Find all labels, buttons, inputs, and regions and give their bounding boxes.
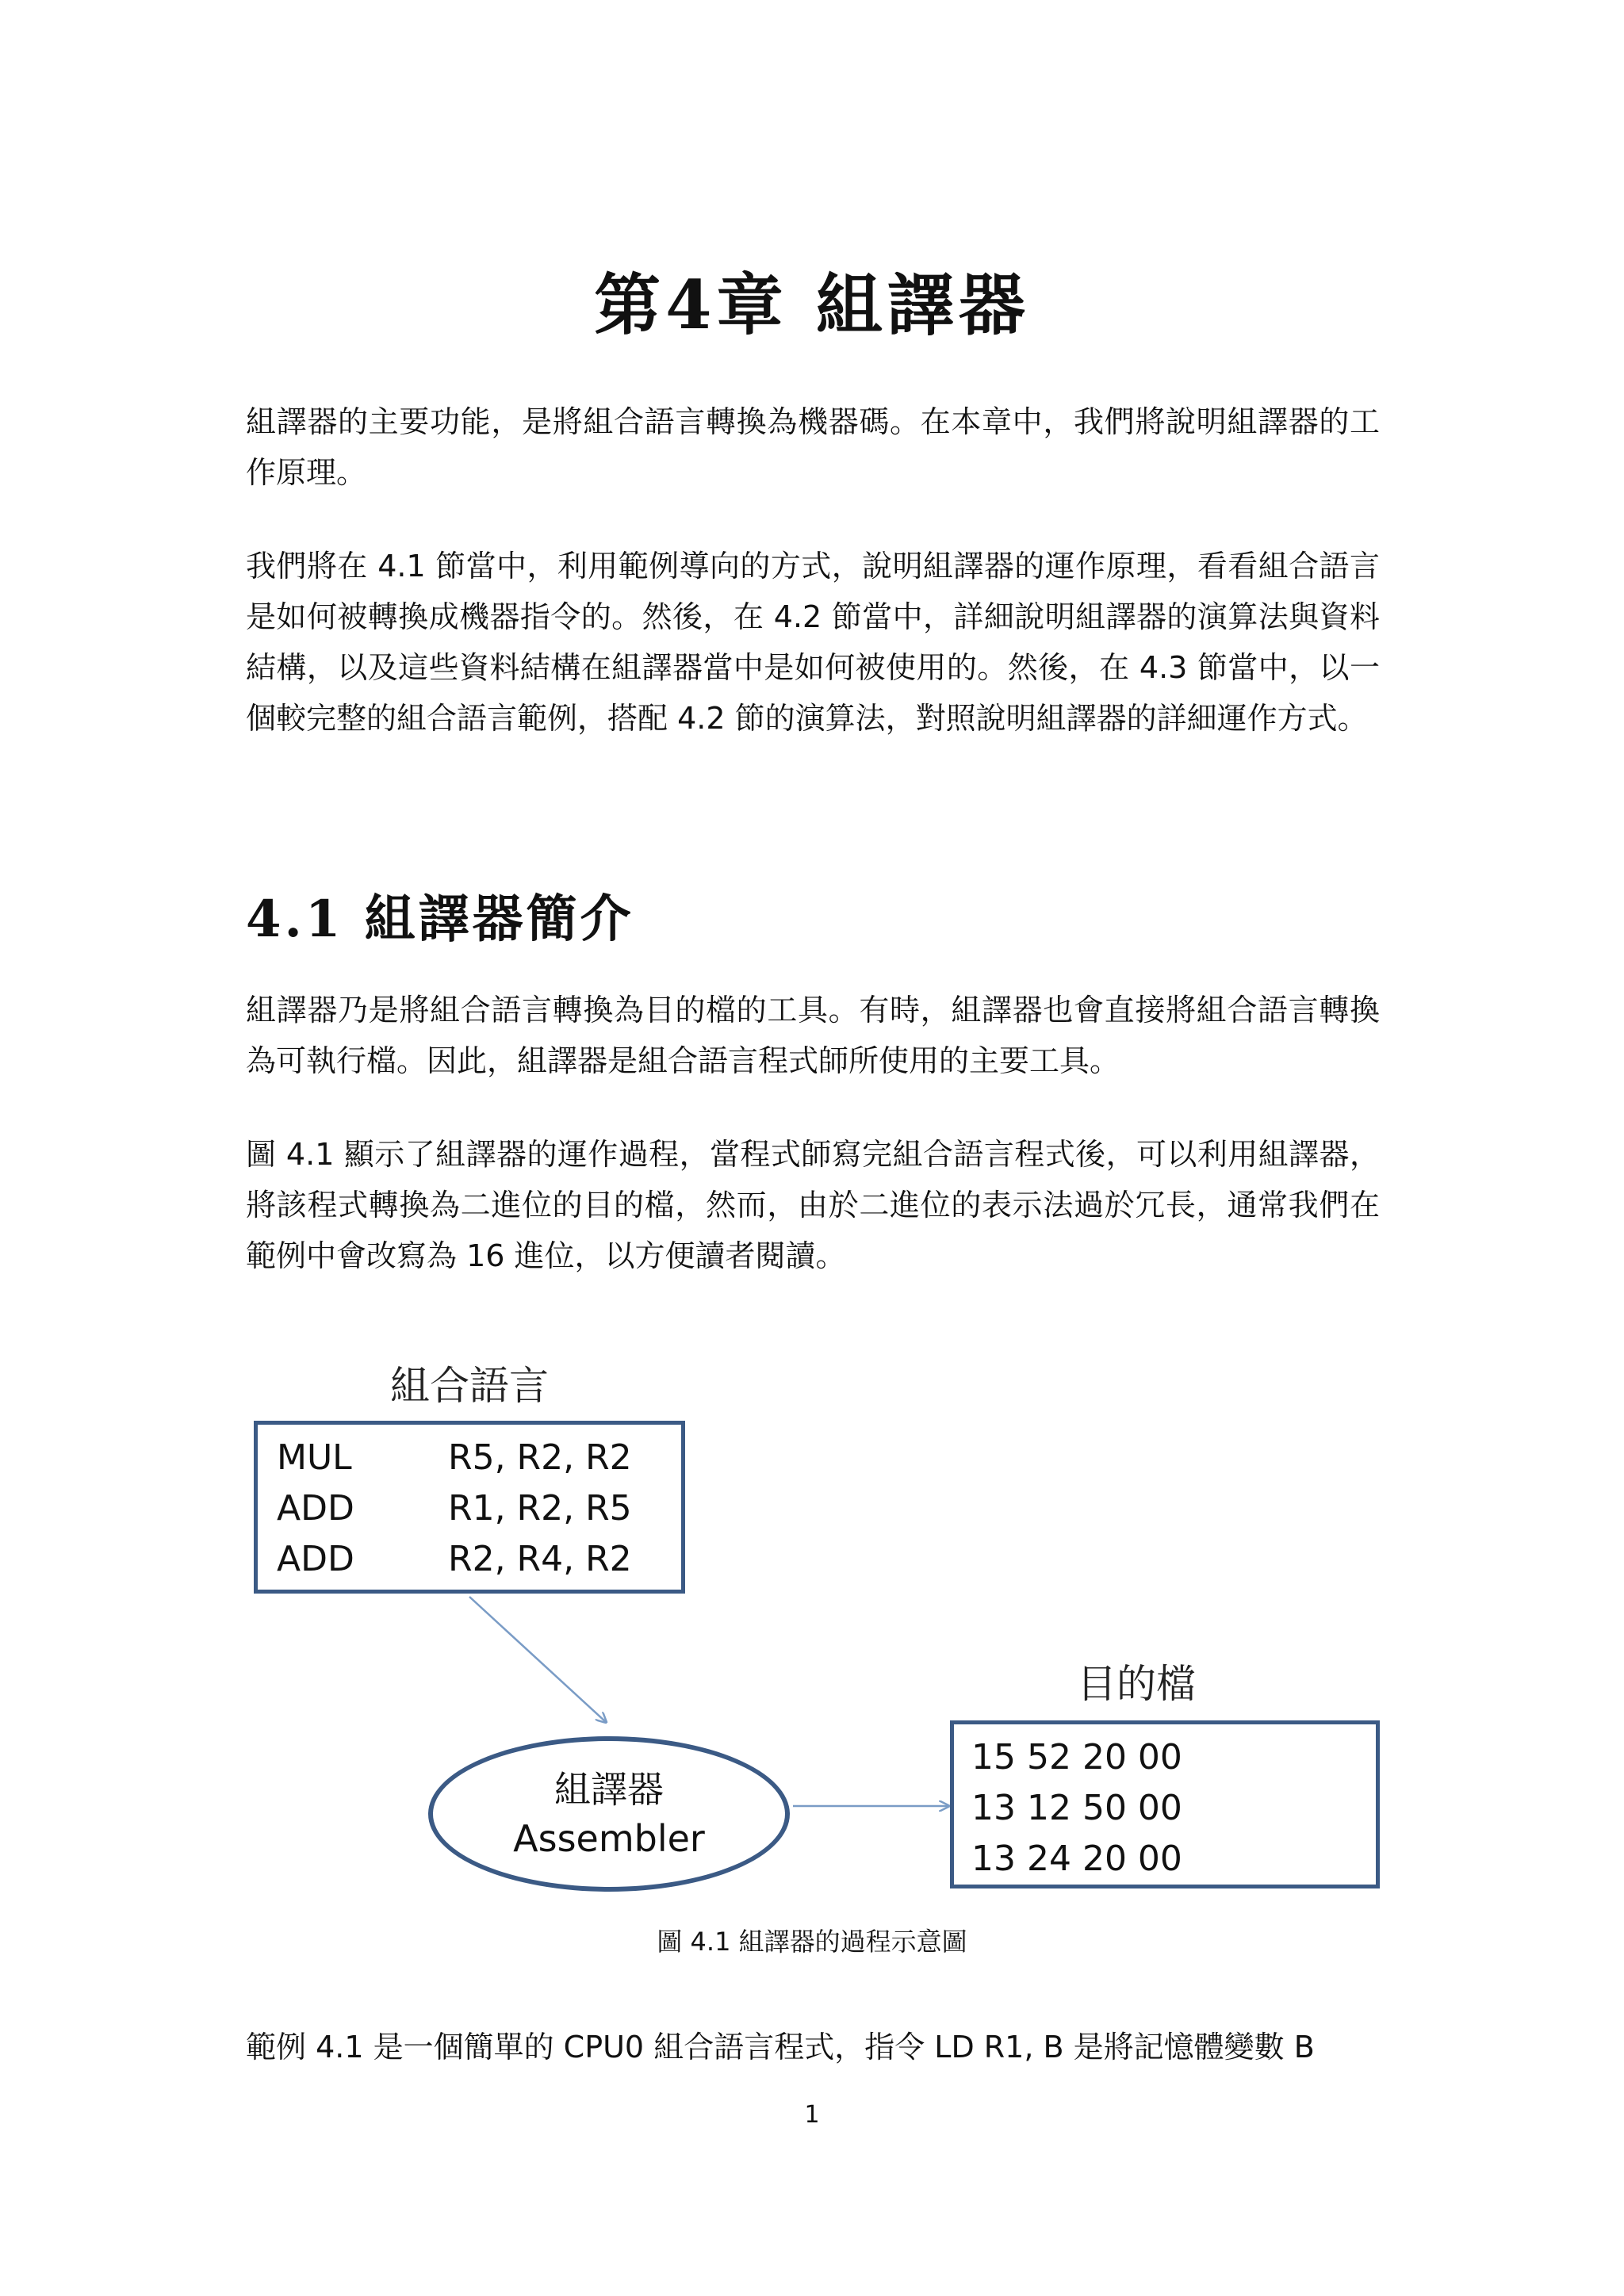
assembler-label-zh: 組譯器 [554,1768,664,1811]
opcode: ADD [277,1539,354,1579]
intro-paragraph-2: 我們將在 4.1 節當中，利用範例導向的方式，說明組譯器的運作原理，看看組合語言是如何被轉換成機器指令的。然後，在 4.2 節當中，詳細說明組譯器的演算法與資料結構，以及這些資料結構在組譯器當中是如何被使用的。然後，在 4.3 節當中，以一個較完整的組合語言範例，搭配 4.2 節的演算法，對照說明組譯器的詳細運作方式。 [246,549,1380,736]
source-label: 組合語言 [390,1363,549,1409]
page-number: 1 [804,2101,820,2129]
closing-paragraph: 範例 4.1 是一個簡單的 CPU0 組合語言程式，指令 LD R1, B 是將記憶體變數 B [246,2030,1315,2064]
opcode: MUL [277,1437,352,1478]
object-code-line: 15 52 20 00 [971,1737,1182,1777]
assembler-label-en: Assembler [513,1817,705,1860]
operands: R5, R2, R2 [448,1437,632,1478]
source-code-line [277,1433,681,1483]
opcode: ADD [277,1488,354,1529]
section-paragraph-1: 組譯器乃是將組合語言轉換為目的檔的工具。有時，組譯器也會直接將組合語言轉換為可執行檔。因此，組譯器是組合語言程式師所使用的主要工具。 [246,993,1380,1078]
operands: R1, R2, R5 [448,1488,632,1529]
section-paragraph-2: 圖 4.1 顯示了組譯器的運作過程，當程式師寫完組合語言程式後，可以利用組譯器，將該程式轉換為二進位的目的檔，然而，由於二進位的表示法過於冗長，通常我們在範例中會改寫為 16 進位，以方便讀者閱讀。 [246,1137,1380,1273]
chapter-title: 第4章 組譯器 [594,266,1030,344]
operands: R2, R4, R2 [448,1539,632,1579]
intro-paragraph-1: 組譯器的主要功能，是將組合語言轉換為機器碼。在本章中，我們將說明組譯器的工作原理。 [246,404,1380,490]
assembler-ellipse [428,1736,790,1892]
figure-caption: 圖 4.1 組譯器的過程示意圖 [657,1927,967,1957]
object-code-line: 13 12 50 00 [971,1788,1182,1828]
object-code-line: 13 24 20 00 [971,1839,1182,1879]
target-label: 目的檔 [1077,1661,1196,1707]
section-title: 4.1 組譯器簡介 [246,890,634,949]
object-code-box [950,1720,1380,1888]
source-code-line [277,1483,681,1534]
source-code-line [277,1534,681,1585]
arrow-source-to-assembler [469,1597,606,1722]
source-code-box [254,1421,685,1594]
